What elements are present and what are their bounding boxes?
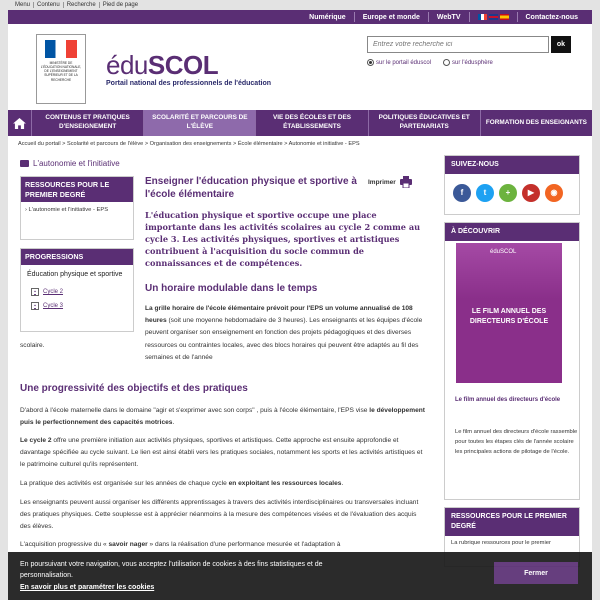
flag-en-icon[interactable]: [489, 14, 498, 20]
radio-unchecked-icon: [443, 59, 450, 66]
paragraph-cycle2-text: offre une première initiation aux activités physiques, sportives et artistiques. Cette approche est ensuite approfondie et davantage spécifiée au cycle suivant. Le lien est ainsi établi vers les pratiques sociales, notamment les sports et les activités artistiques et le patrimoine culturel qu'ils représentent.: [20, 437, 423, 469]
search-button[interactable]: ok: [551, 36, 571, 53]
paragraph-horaire-bold: La grille horaire de l'école élémentaire prévoit pour l'EPS un volume annualisé de 108 heures: [145, 305, 413, 325]
paragraph-ressources-end: .: [341, 480, 344, 487]
nav-item-scolarite[interactable]: SCOLARITÉ ET PARCOURS DE L'ÉLÈVE: [144, 110, 256, 136]
topbar-link-numerique[interactable]: Numérique: [309, 13, 346, 21]
cycle-2-link[interactable]: [21, 285, 133, 299]
cookie-banner: [8, 552, 592, 600]
paragraph-cycle2-bold: Le cycle 2: [20, 437, 52, 444]
sidebar-progressions-title: PROGRESSIONS: [21, 249, 133, 265]
radio-edusphere[interactable]: [443, 59, 493, 66]
facebook-icon[interactable]: f: [453, 184, 471, 202]
discover-title: À DÉCOUVRIR: [445, 223, 579, 241]
skip-links: [12, 2, 141, 8]
paragraph-ressources: [20, 478, 428, 490]
paragraph-interdisciplinaire: Les enseignants peuvent aussi organiser les différents apprentissages à travers des activités interdisciplinaires ou transversales incluant des pratiques physiques. Cette souplesse est à apprécier néanmoins à la mesure des compétences visées et de l'évaluation des acquis des élèves.: [20, 499, 419, 531]
nav-item-formation[interactable]: FORMATION DES ENSEIGNANTS: [485, 118, 587, 126]
heading-progressivite: Une progressivité des objectifs et des pratiques: [20, 383, 248, 394]
paragraph-savoir-nager-bold: savoir nager: [108, 541, 148, 548]
print-button[interactable]: [368, 176, 412, 188]
paragraph-savoir-nager-text: L'acquisition progressive du «: [20, 541, 109, 548]
follow-us-title: SUIVEZ-NOUS: [445, 156, 579, 174]
cookie-close-button[interactable]: Fermer: [494, 562, 578, 584]
language-selector: [469, 12, 517, 22]
brand-prefix: édu: [106, 50, 148, 80]
paragraph-horaire-text: (soit une moyenne hebdomadaire de 3 heures). Les enseignants et les équipes d'école peuvent organiser son enseignement en fonction des projets pédagogiques et des diverses ressources ou contraintes locales, avec des blocs horaires qui peuvent être adaptés au fil des semaines et de l'année: [145, 317, 423, 361]
paragraph-progressivite-text: D'abord à l'école maternelle dans le domaine "agir et s'exprimer avec son corps" , puis à l'école élémentaire, l'EPS vise: [20, 407, 370, 414]
skip-link-content[interactable]: Contenu: [34, 2, 64, 8]
google-plus-icon[interactable]: +: [499, 184, 517, 202]
topbar-link-europe[interactable]: Europe et monde: [354, 12, 428, 22]
cycle-3-link[interactable]: [21, 299, 133, 313]
ministry-logo-text: MINISTÈRE DE L'ÉDUCATION NATIONALE, DE L'ENSEIGNEMENT SUPÉRIEUR ET DE LA RECHERCHE: [40, 61, 82, 82]
nav-item-politiques[interactable]: POLITIQUES ÉDUCATIVES ET PARTENARIATS: [369, 110, 481, 136]
home-button[interactable]: [8, 110, 32, 136]
poster-header: [456, 243, 562, 299]
right-resources-title: RESSOURCES POUR LE PREMIER DEGRÉ: [445, 508, 579, 536]
poster-brand: éduSCOL: [490, 249, 517, 255]
main-nav: [8, 110, 592, 136]
topbar-link-webtv[interactable]: WebTV: [428, 12, 469, 22]
sidebar-resources-title: RESSOURCES POUR LE PREMIER DEGRÉ: [21, 177, 133, 202]
radio-edusphere-label: sur l'édusphère: [452, 59, 493, 66]
paragraph-horaire: [145, 303, 427, 364]
skip-link-footer[interactable]: Pied de page: [102, 2, 139, 8]
flag-fr-icon[interactable]: [478, 14, 487, 20]
heading-horaire: Un horaire modulable dans le temps: [145, 283, 318, 294]
search-scope: [367, 59, 493, 66]
document-icon: ▪: [31, 302, 39, 310]
nav-item-contenus[interactable]: CONTENUS ET PRATIQUES D'ENSEIGNEMENT: [32, 110, 144, 136]
skip-link-menu[interactable]: Menu: [12, 2, 34, 8]
paragraph-horaire-end: scolaire.: [20, 342, 45, 349]
social-links: [445, 174, 579, 212]
discover-poster[interactable]: [456, 243, 562, 383]
tagline: Portail national des professionnels de l'éducation: [106, 80, 272, 87]
twitter-icon[interactable]: t: [476, 184, 494, 202]
paragraph-savoir-nager-end: » dans la réalisation d'une performance mesurée et l'adaptation à: [147, 541, 341, 548]
home-icon: [13, 118, 26, 129]
sidebar-item-autonomie[interactable]: › L'autonomie et l'initiative - EPS: [25, 207, 109, 214]
youtube-icon[interactable]: ▶: [522, 184, 540, 202]
print-label: Imprimer: [368, 178, 396, 186]
flag-es-icon[interactable]: [500, 14, 509, 20]
radio-eduscol-label: sur le portail éduscol: [376, 59, 432, 66]
section-title: L'autonomie et l'initiative: [33, 158, 120, 168]
cookie-text: En poursuivant votre navigation, vous acceptez l'utilisation de cookies à des fins statistiques et de personnalisation.: [20, 561, 323, 579]
follow-us-box: [444, 155, 580, 215]
ministry-logo[interactable]: [36, 34, 86, 104]
sidebar-resources: [20, 176, 134, 240]
breadcrumb[interactable]: Accueil du portail > Scolarité et parcours de l'élève > Organisation des enseignements > École élémentaire > Autonomie et initiative - EPS: [8, 136, 592, 150]
cycle-3-label: Cycle 3: [43, 303, 64, 310]
folder-icon: [20, 160, 29, 167]
right-resources-text: La rubrique ressources pour le premier: [451, 539, 551, 546]
sidebar-progressions: [20, 248, 134, 332]
discover-description: Le film annuel des directeurs d'école rassemble pour toutes les étapes clés de l'année scolaire les principales actions de pilotage de l'école.: [455, 429, 578, 456]
skip-link-search[interactable]: Recherche: [64, 2, 100, 8]
brand-suffix: SCOL: [147, 50, 219, 80]
cycle-2-label: Cycle 2: [43, 289, 64, 296]
eduscol-logo[interactable]: [106, 50, 218, 81]
radio-eduscol[interactable]: [367, 59, 431, 66]
contact-link[interactable]: Contactez-nous: [517, 12, 587, 22]
discover-link-label: Le film annuel des directeurs d'école: [455, 397, 561, 403]
paragraph-progressivite-end: .: [172, 419, 175, 427]
top-bar: [8, 10, 592, 24]
radio-checked-icon: [367, 59, 374, 66]
printer-icon: [400, 176, 412, 188]
progressions-subtitle: Éducation physique et sportive: [27, 270, 123, 278]
rss-icon[interactable]: ◉: [545, 184, 563, 202]
search-input[interactable]: [367, 36, 549, 53]
page-title: Enseigner l'éducation physique et sportive à l'école élémentaire: [145, 176, 357, 200]
nav-item-vie-ecoles[interactable]: VIE DES ÉCOLES ET DES ÉTABLISSEMENTS: [256, 110, 368, 136]
paragraph-cycle2: [20, 435, 428, 472]
poster-title: LE FILM ANNUEL DES DIRECTEURS D'ÉCOLE: [469, 308, 549, 325]
cookie-settings-link[interactable]: En savoir plus et paramétrer les cookies: [20, 584, 155, 591]
sidebar-item-label: L'autonomie et l'initiative - EPS: [28, 207, 109, 214]
discover-link[interactable]: [455, 395, 573, 406]
document-icon: ▪: [31, 288, 39, 296]
paragraph-progressivite-bold: le développement puis le perfectionnement des capacités motrices: [20, 407, 425, 427]
paragraph-ressources-text: La pratique des activités est organisée sur les années de chaque cycle: [20, 480, 229, 487]
marianne-icon: [45, 40, 77, 58]
paragraph-progressivite: [20, 405, 428, 429]
article-lead: L'éducation physique et sportive occupe une place importante dans les activités scolaires au cycle 2 comme au cycle 3. Les activités physiques, sportives et artistiques contribuent à l'acquisition du socle commun de connaissances et de compétences.: [145, 210, 421, 268]
paragraph-ressources-bold: en exploitant les ressources locales: [228, 480, 342, 487]
paragraph-savoir-nager: [20, 539, 428, 551]
